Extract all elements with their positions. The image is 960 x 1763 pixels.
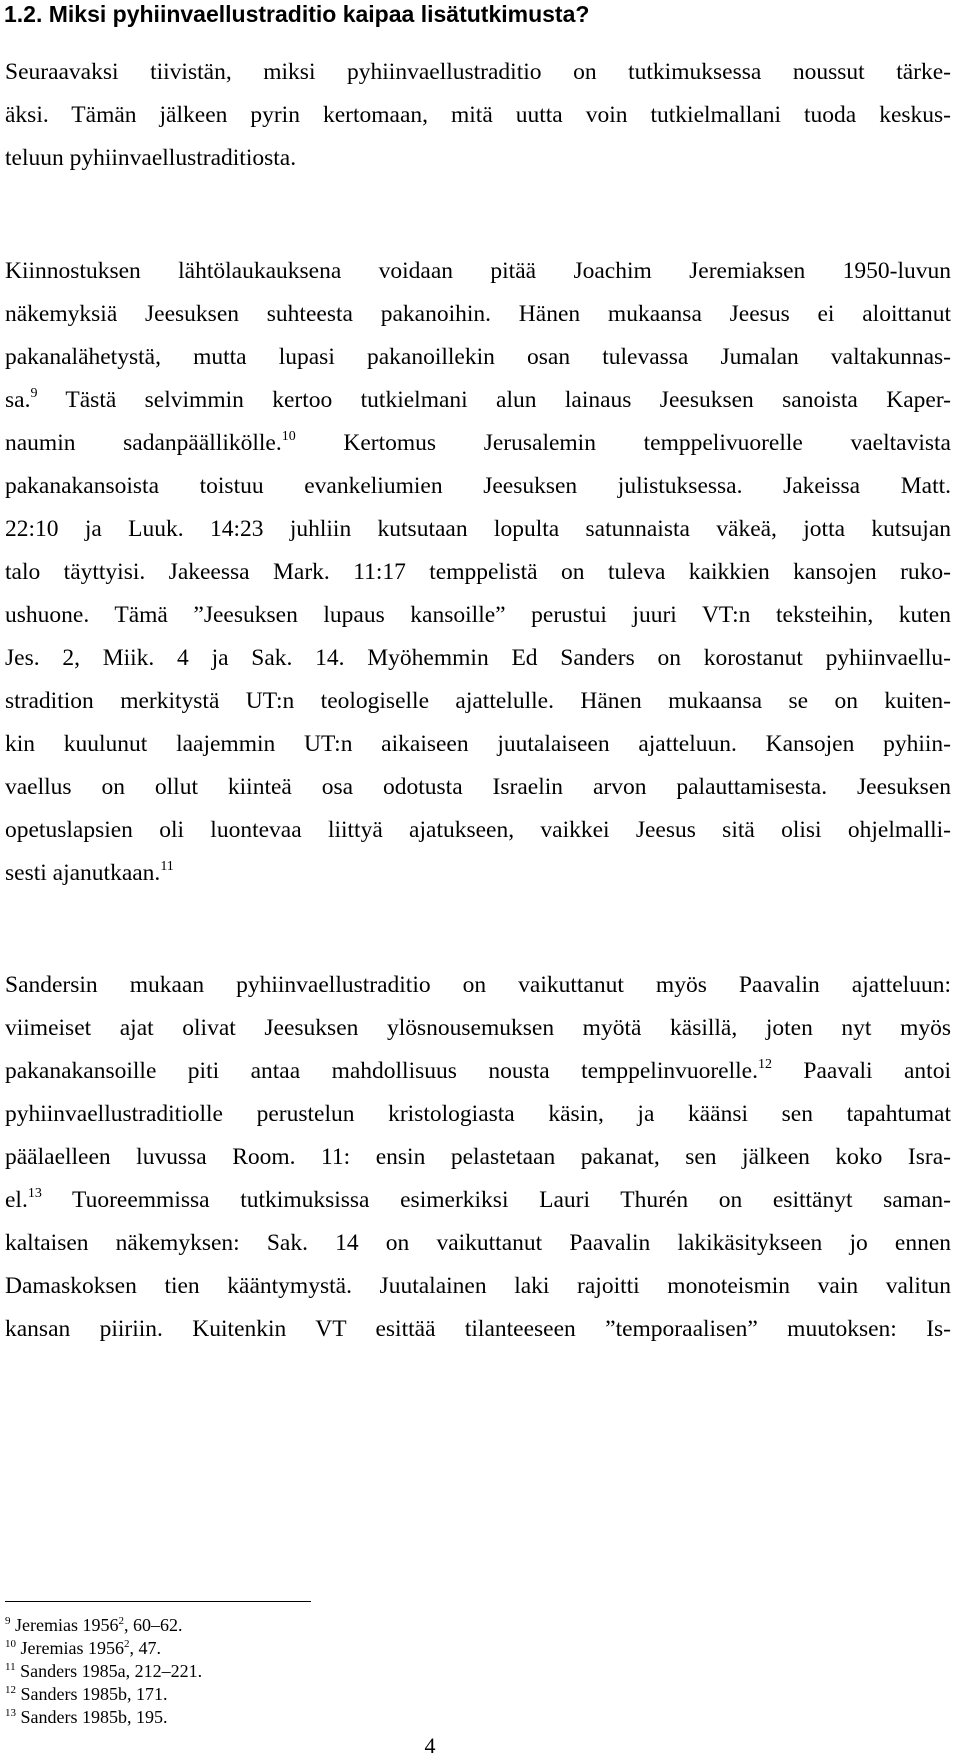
- footnote-text: Jeremias 1956: [20, 1638, 124, 1658]
- paragraph-2-line-7: 22:10 ja Luuk. 14:23 juhliin kutsutaan lopulta satunnaista väkeä, jotta kutsujan: [5, 516, 951, 542]
- footnote-ref-11[interactable]: 11: [160, 859, 174, 874]
- footnote-12: [5, 1683, 168, 1705]
- paragraph-2-line-8: talo täyttyisi. Jakeessa Mark. 11:17 temppelistä on tuleva kaikkien kansojen ruko-: [5, 559, 951, 585]
- line-text: Kertomus Jerusalemin temppelivuorelle vaeltavista: [295, 430, 951, 456]
- section-heading: 1.2. Miksi pyhiinvaellustraditio kaipaa lisätutkimusta?: [4, 1, 590, 27]
- paragraph-2-line-6: pakanakansoista toistuu evankeliumien Jeesuksen julistuksessa. Jakeissa Matt.: [5, 473, 951, 499]
- line-text: Paavali antoi: [771, 1058, 951, 1084]
- footnote-text: Sanders 1985a, 212–221.: [20, 1661, 203, 1681]
- footnote-ref-12[interactable]: 12: [757, 1057, 772, 1072]
- paragraph-2-line-5: [5, 428, 951, 458]
- line-text: sesti ajanutkaan.: [5, 860, 161, 886]
- line-text: pakanakansoille piti antaa mahdollisuus nousta temppelinvuorelle.: [5, 1058, 758, 1084]
- footnote-ref-10[interactable]: 10: [281, 429, 296, 444]
- line-text: naumin sadanpäällikölle.: [5, 430, 282, 456]
- footnote-number: 9: [5, 1615, 11, 1627]
- paragraph-3-line-9: kansan piiriin. Kuitenkin VT esittää tilanteeseen ”temporaalisen” muutoksen: Is-: [5, 1316, 951, 1342]
- footnote-number: 11: [5, 1661, 16, 1673]
- paragraph-3-line-8: Damaskoksen tien kääntymystä. Juutalainen laki rajoitti monoteismin vain valitun: [5, 1273, 951, 1299]
- footnote-text: Sanders 1985b, 195.: [20, 1707, 168, 1727]
- footnote-10: [5, 1637, 161, 1659]
- paragraph-2-line-3: pakanalähetystä, mutta lupasi pakanoillekin osan tulevassa Jumalan valtakunnas-: [5, 344, 951, 370]
- paragraph-2-line-1: Kiinnostuksen lähtölaukauksena voidaan pitää Joachim Jeremiaksen 1950-luvun: [5, 258, 951, 284]
- paragraph-1-line-1: Seuraavaksi tiivistän, miksi pyhiinvaellustraditio on tutkimuksessa noussut tärke-: [5, 59, 951, 85]
- footnote-divider: [5, 1601, 311, 1602]
- edition-superscript: 2: [118, 1615, 124, 1627]
- paragraph-2-line-4: [5, 385, 951, 415]
- footnote-number: 10: [5, 1638, 16, 1650]
- line-text: Tuoreemmissa tutkimuksissa esimerkiksi Lauri Thurén on esittänyt saman-: [41, 1187, 951, 1213]
- paragraph-2-line-10: Jes. 2, Miik. 4 ja Sak. 14. Myöhemmin Ed Sanders on korostanut pyhiinvaellu-: [5, 645, 951, 671]
- paragraph-3-line-5: päälaelleen luvussa Room. 11: ensin pelastetaan pakanat, sen jälkeen koko Isra-: [5, 1144, 951, 1170]
- footnote-9: [5, 1614, 182, 1636]
- paragraph-3-line-7: kaltaisen näkemyksen: Sak. 14 on vaikuttanut Paavalin lakikäsitykseen jo ennen: [5, 1230, 951, 1256]
- paragraph-3-line-2: viimeiset ajat olivat Jeesuksen ylösnousemuksen myötä käsillä, joten nyt myös: [5, 1015, 951, 1041]
- paragraph-1-line-3: teluun pyhiinvaellustraditiosta.: [5, 145, 297, 171]
- paragraph-2-line-15: [5, 858, 951, 888]
- footnote-ref-13[interactable]: 13: [27, 1186, 42, 1201]
- paragraph-2-line-9: ushuone. Tämä ”Jeesuksen lupaus kansoille” perustui juuri VT:n teksteihin, kuten: [5, 602, 951, 628]
- footnote-ref-9[interactable]: 9: [30, 386, 38, 401]
- paragraph-3-line-1: Sandersin mukaan pyhiinvaellustraditio on vaikuttanut myös Paavalin ajatteluun:: [5, 972, 951, 998]
- footnote-text: , 60–62.: [123, 1615, 183, 1635]
- edition-superscript: 2: [123, 1638, 130, 1650]
- footnote-13: [5, 1706, 168, 1728]
- footnote-text: Jeremias 1956: [15, 1615, 119, 1635]
- footnote-number: 13: [5, 1707, 16, 1719]
- paragraph-2-line-14: opetuslapsien oli luontevaa liittyä ajatukseen, vaikkei Jeesus sitä olisi ohjelmalli-: [5, 817, 951, 843]
- paragraph-2-line-13: vaellus on ollut kiinteä osa odotusta Israelin arvon palauttamisesta. Jeesuksen: [5, 774, 951, 800]
- paragraph-2-line-12: kin kuulunut laajemmin UT:n aikaiseen juutalaiseen ajatteluun. Kansojen pyhiin-: [5, 731, 951, 757]
- footnote-11: [5, 1660, 202, 1682]
- paragraph-2-line-11: stradition merkitystä UT:n teologiselle ajattelulle. Hänen mukaansa se on kuiten-: [5, 688, 951, 714]
- footnote-text: , 47.: [129, 1638, 161, 1658]
- footnote-number: 12: [5, 1684, 16, 1696]
- paragraph-3-line-4: pyhiinvaellustraditiolle perustelun kristologiasta käsin, ja käänsi sen tapahtumat: [5, 1101, 951, 1127]
- line-text: sa.: [5, 387, 31, 413]
- footnote-text: Sanders 1985b, 171.: [20, 1684, 168, 1704]
- line-text: Tästä selvimmin kertoo tutkielmani alun lainaus Jeesuksen sanoista Kaper-: [37, 387, 951, 413]
- line-text: el.: [5, 1187, 28, 1213]
- paragraph-2-line-2: näkemyksiä Jeesuksen suhteesta pakanoihin. Hänen mukaansa Jeesus ei aloittanut: [5, 301, 951, 327]
- paragraph-3-line-3: [5, 1056, 951, 1086]
- paragraph-1-line-2: äksi. Tämän jälkeen pyrin kertomaan, mitä uutta voin tutkielmallani tuoda keskus-: [5, 102, 951, 128]
- paragraph-3-line-6: [5, 1185, 951, 1215]
- page-number: 4: [424, 1733, 436, 1758]
